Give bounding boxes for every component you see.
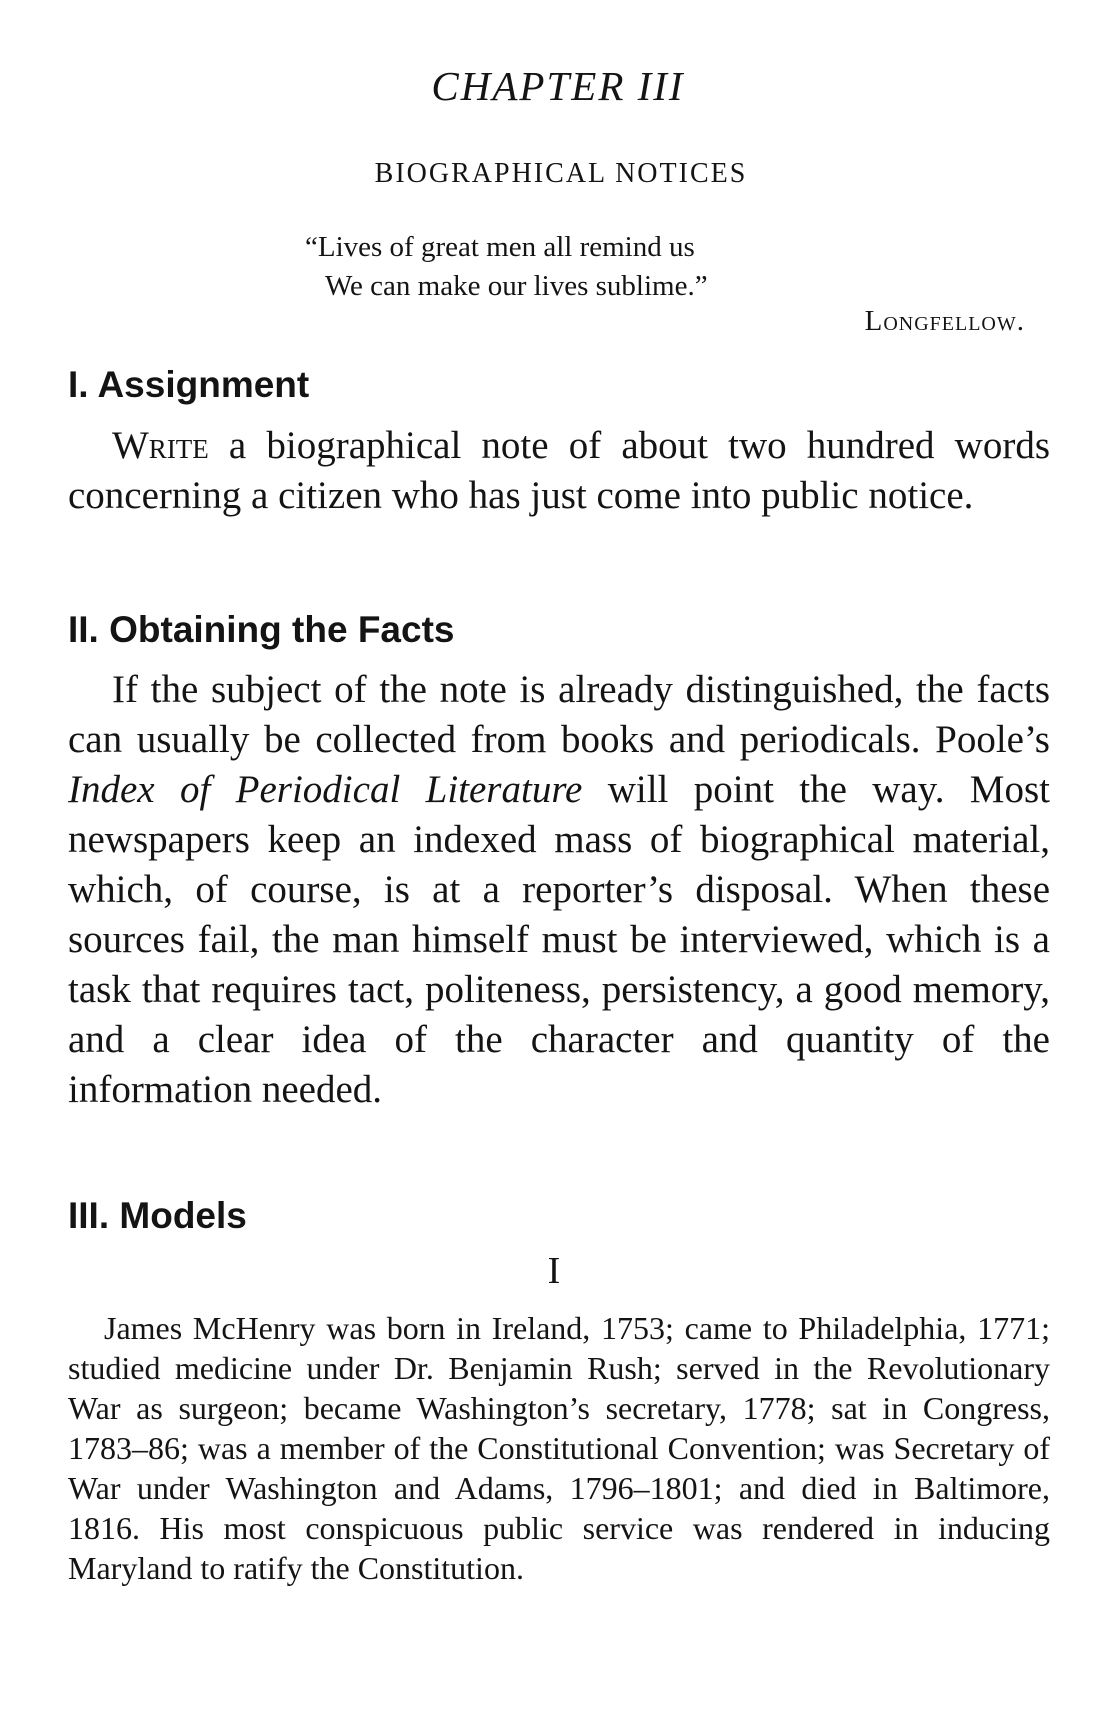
epigraph-attribution: Longfellow. [864, 305, 1025, 337]
assignment-lead-word: Write [112, 424, 209, 467]
section-heading-assignment: I. Assignment [68, 364, 310, 405]
epigraph [305, 228, 708, 306]
section-heading-obtaining-facts: II. Obtaining the Facts [68, 609, 455, 650]
assignment-paragraph [68, 421, 1050, 521]
facts-book-title: Index of Periodical Literature [68, 768, 583, 811]
facts-text-part-1: If the subject of the note is already distinguished, the facts can usually be collected from books and periodicals. Poole’s [68, 668, 1050, 761]
chapter-title: CHAPTER III [431, 63, 685, 109]
model-paragraph: James McHenry was born in Ireland, 1753; came to Philadelphia, 1771; studied medicine under Dr. Benjamin Rush; served in the Revolutionary War as surgeon; became Washington’s secretary, 1778; sat in Congress, 1783–86; was a member of the Constitutional Convention; was Secretary of War under Washington and Adams, 1796–1801; and died in Baltimore, 1816. His most conspicuous public service was rendered in inducing Maryland to ratify the Constitution. [68, 1310, 1050, 1586]
facts-text-part-2: will point the way. Most newspapers keep an indexed mass of biographical material, which, of course, is at a reporter’s disposal. When these sources fail, the man himself must be interviewed, which is a task that requires tact, politeness, persistency, a good memory, and a clear idea of the character and quantity of the information needed. [68, 768, 1050, 1111]
epigraph-line-2: We can make our lives sublime.” [325, 270, 708, 302]
chapter-subtitle: BIOGRAPHICAL NOTICES [374, 158, 748, 189]
model-numeral: I [547, 1250, 561, 1292]
section-heading-models: III. Models [68, 1195, 247, 1236]
assignment-body: a biographical note of about two hundred words concerning a citizen who has just come into public notice. [68, 424, 1050, 517]
obtaining-facts-paragraph [68, 665, 1050, 1115]
epigraph-line-1: “Lives of great men all remind us [305, 231, 695, 263]
